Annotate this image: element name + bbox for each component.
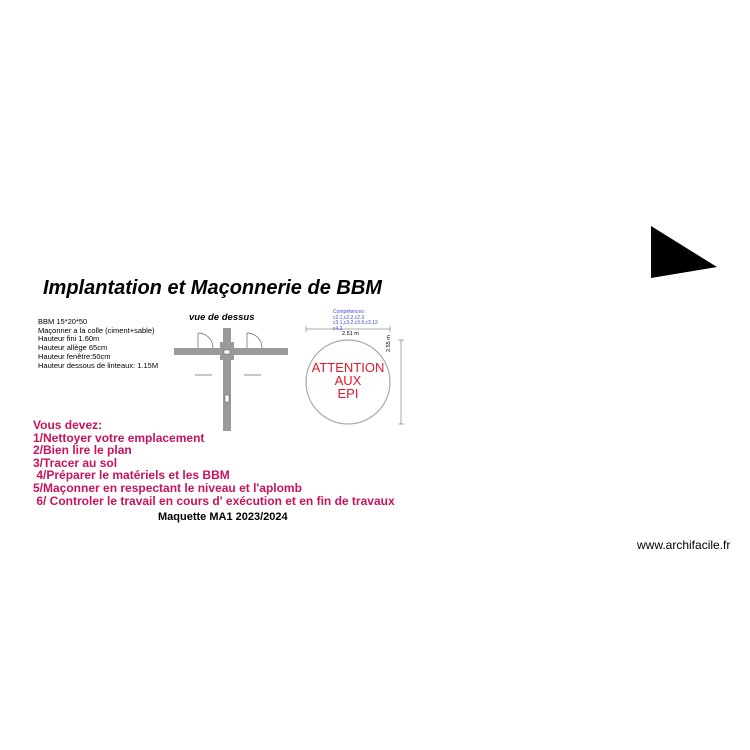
spec-line: BBM 15*20*50 — [38, 317, 88, 326]
duties-heading: Vous devez: — [33, 418, 103, 432]
footer-label: Maquette MA1 2023/2024 — [158, 511, 288, 523]
dimension-width: 2.51 m — [342, 331, 359, 337]
wall-horizontal-left — [174, 348, 220, 355]
epi-line: AUX — [334, 373, 362, 388]
duty-item: 4/Préparer le matériels et les BBM — [33, 468, 230, 483]
epi-line: ATTENTION — [311, 360, 385, 375]
spec-line: Hauteur dessous de linteaux: 1.15M — [38, 360, 159, 370]
website-link[interactable]: www.archifacile.fr — [637, 538, 731, 552]
spec-line: Hauteur fini 1.60m — [38, 334, 100, 344]
duty-item: 2/Bien lire le plan — [33, 443, 132, 458]
window-marker-top — [224, 350, 230, 354]
competences-line: Compétences : — [333, 309, 367, 315]
spec-line: Hauteur allège 65cm — [38, 343, 108, 353]
duty-item: 6/ Controler le travail en cours d' exécution et en fin de travaux — [33, 493, 395, 508]
wall-cross — [174, 328, 288, 431]
wall-vertical-top — [223, 328, 231, 342]
competences-note — [333, 310, 378, 332]
duty-item: 1/Nettoyer votre emplacement — [33, 430, 205, 445]
window-marker-bottom — [225, 395, 229, 402]
competences-line: c2.1,c2.2,c2.3 — [333, 314, 365, 321]
view-label: vue de dessus — [189, 312, 255, 323]
spec-line: Maçonner a la colle (ciment+sable) — [38, 325, 155, 335]
plan-title: Implantation et Maçonnerie de BBM — [43, 277, 382, 299]
epi-line: EPI — [337, 386, 359, 401]
duties-list — [33, 419, 395, 507]
epi-warning — [300, 361, 396, 400]
wall-horizontal-right — [234, 348, 288, 355]
north-arrow-icon — [651, 226, 717, 278]
competences-line: c4.2 — [333, 325, 343, 332]
duty-item: 3/Tracer au sol — [33, 455, 118, 470]
competences-line: c3.1,c3.2,c3.6,c3.12 — [333, 320, 378, 327]
spec-line: Hauteur fenêtre:50cm — [38, 351, 111, 361]
duty-item: 5/Maçonner en respectant le niveau et l'aplomb — [33, 480, 302, 495]
dimension-height: 2.55 m — [386, 335, 392, 352]
